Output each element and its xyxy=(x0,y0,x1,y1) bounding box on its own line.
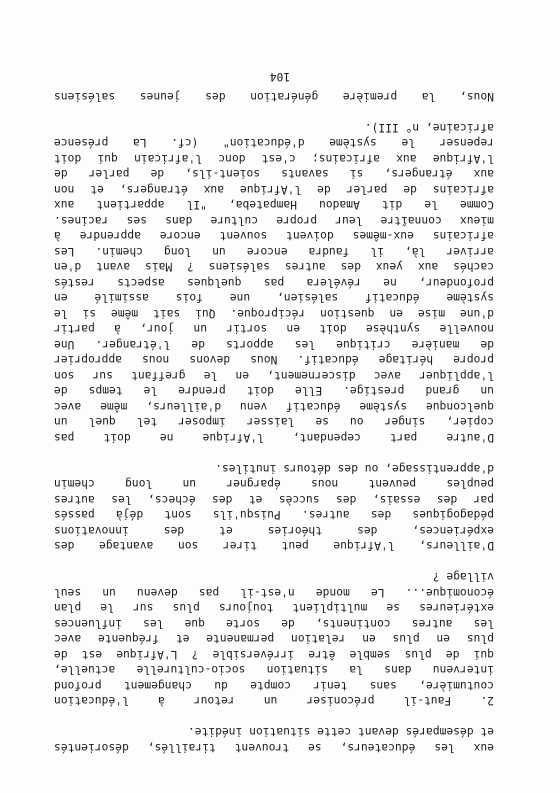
text-line: D'autre part cependant, l'Afrique ne doit pas xyxy=(54,431,494,444)
text-line: l'appliquer avec discernement, en le greffant sur son xyxy=(54,369,494,382)
text-line: plus en plus en relation permanente et fréquente avec xyxy=(54,632,494,646)
text-line: et désemparés devant cette situation inédite. xyxy=(187,725,494,739)
text-line: africaine, n° III). xyxy=(364,121,494,134)
text-line: système éducatif salésien, une fois assimilé en xyxy=(54,291,494,305)
text-line: expériences, des théories et des innovations xyxy=(54,524,494,537)
text-line: coutumière, sans tenir compte du changement profond xyxy=(54,679,494,692)
text-line: copier, singer ou se laisser imposer tel quel un xyxy=(54,415,494,429)
text-line: les autres continents, de sorte que les influences xyxy=(54,617,494,630)
paragraph-gap xyxy=(54,445,494,461)
text-line: propre héritage éducatif. Nous devons nous approprier xyxy=(54,353,494,367)
text-line: économique... Le monde n'est-il pas devenu un seul xyxy=(54,586,494,599)
paragraph-gap xyxy=(54,554,494,570)
text-line: qui de plus semble être irréversible ? L'Afrique est de xyxy=(54,648,494,661)
text-line: arriver là, il faudra encore un long chemin. Les xyxy=(54,245,494,258)
paragraph-5 xyxy=(54,89,494,105)
paragraph-gap xyxy=(54,104,494,120)
text-line: extérieures se multiplient toujours plus sur le plan xyxy=(54,601,494,615)
body-text xyxy=(54,89,494,756)
text-line: africains eux-mêmes doivent souvent encore apprendre à xyxy=(54,229,494,243)
text-line: eux les éducateurs, se trouvent tiraillés, désorientés xyxy=(54,741,494,754)
paragraph-4 xyxy=(54,120,494,446)
text-line: l'Afrique aux africains; c'est donc l'africain qui doit xyxy=(54,152,494,165)
text-line: profondeur, ne révélera pas quelques aspects restés xyxy=(54,276,494,289)
paragraph-2 xyxy=(54,569,494,709)
text-line: D'ailleurs, l'Afrique peut tirer son avantage des xyxy=(54,539,494,553)
text-line: cachés aux yeux des autres salésiens ? Mais avant d'en xyxy=(54,260,494,274)
paragraph-gap xyxy=(54,709,494,725)
text-line: d'apprentissage, ou des détours inutiles. xyxy=(215,462,494,475)
text-line: 2. Faut-il préconiser un retour à l'éducation xyxy=(54,694,494,708)
text-line: Comme le dit Amadou Hampateba, "Il appartient aux xyxy=(54,198,494,212)
text-line: mieux connaître leur propre culture dans ses racines. xyxy=(54,214,494,227)
paragraph-3 xyxy=(54,461,494,554)
text-line: repenser le système d'éducation" (cf. La présence xyxy=(54,136,494,150)
paragraph-1 xyxy=(54,724,494,755)
text-line: pédagogiques des autres. Puisqu'ils sont déjà passés xyxy=(54,508,494,522)
text-line: de manière critique les apports de l'étranger. Une xyxy=(54,338,494,351)
text-line: quelconque système éducatif venu d'ailleurs, même avec xyxy=(54,400,494,413)
text-line: un grand prestige. Elle doit prendre le temps de xyxy=(54,384,494,398)
text-line: nouvelle synthèse doit en sortir un jour, à partir xyxy=(54,322,494,336)
text-line: village ? xyxy=(432,570,494,584)
text-line: intervenu dans la situation socio-culturelle actuelle, xyxy=(54,663,494,677)
text-line: Nous, la première génération des jeunes salésiens xyxy=(54,90,494,103)
text-line: d'une mise en question réciproque. Qui sait même si le xyxy=(54,307,494,320)
text-line: africains de parler de l'Afrique aux étrangers, et non xyxy=(54,183,494,196)
text-line: aux étrangers, si savants soient-ils, de parler de xyxy=(54,167,494,181)
page-number: 104 xyxy=(269,70,291,83)
text-line: par des essais, des succès et des échecs, les autres xyxy=(54,493,494,506)
text-line: peuples peuvent nous épargner un long chemin xyxy=(54,477,494,491)
